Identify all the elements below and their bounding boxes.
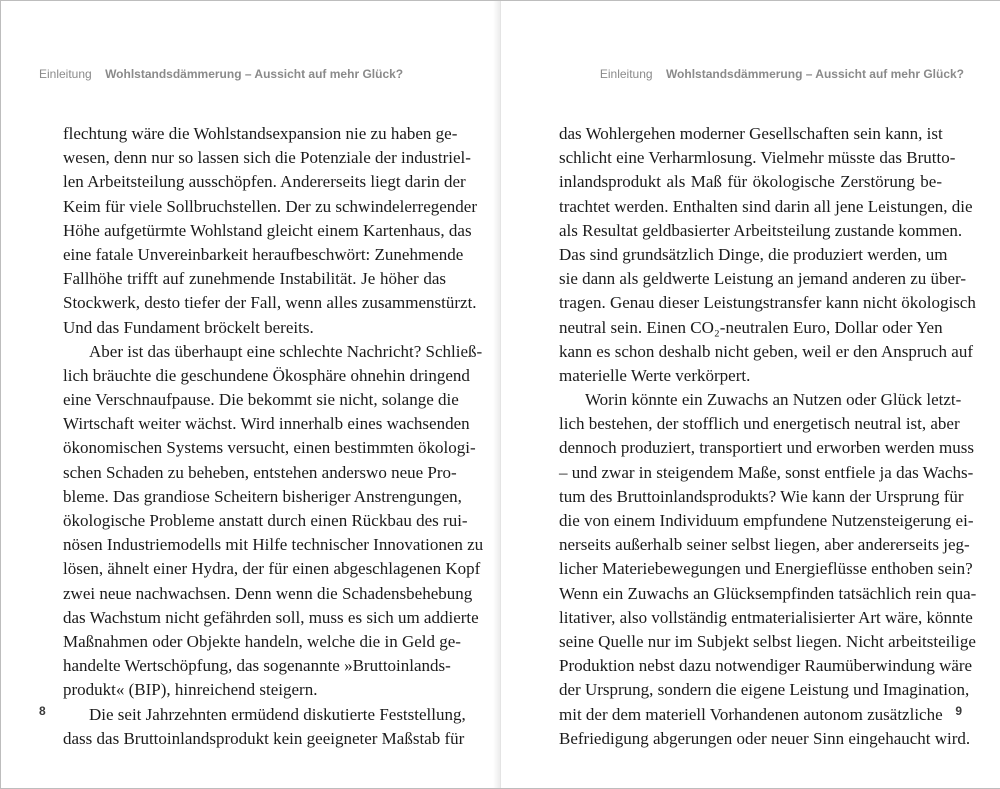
- text-line: ökologische Probleme anstatt durch einen Rückbau des rui-: [63, 511, 468, 530]
- header-section: Einleitung: [599, 67, 653, 81]
- text-line: lösen, ähnelt einer Hydra, der für einen abgeschlagenen Kopf: [63, 559, 481, 579]
- text-line: tum des Bruttoinlandsprodukts? Wie kann der Ursprung für: [559, 486, 964, 506]
- text-line: Fallhöhe trifft auf zunehmende Instabilität. Je höher das: [63, 269, 446, 289]
- running-header: [600, 67, 964, 81]
- text-line: produkt« (BIP), hinreichend steigern.: [63, 680, 318, 700]
- text-line: der Ursprung, sondern die eigene Leistung und Imagination,: [559, 680, 970, 700]
- text-line: Wirtschaft weiter wächst. Wird innerhalb eines wachsenden: [63, 414, 470, 434]
- text-line: Befriedigung abgerungen oder neuer Sinn eingehaucht wird.: [559, 728, 971, 748]
- text-line: Stockwerk, desto tiefer der Fall, wenn alles zusammenstürzt.: [63, 293, 477, 313]
- text-line: Die seit Jahrzehnten ermüdend diskutierte Feststellung,: [89, 704, 466, 724]
- text-line: seine Quelle nur im Subjekt selbst liegen. Nicht arbeitsteilige: [559, 631, 976, 651]
- text-line: handelte Wertschöpfung, das sogenannte »Bruttoinlands-: [63, 656, 451, 676]
- text-line: Maßnahmen oder Objekte handeln, welche die in Geld ge-: [63, 631, 461, 651]
- text-line: Produktion nebst dazu notwendiger Raumüberwindung wäre: [559, 656, 973, 676]
- text-line: mit der dem materiell Vorhandenen autonom zusätzliche: [559, 704, 943, 724]
- text-line: Aber ist das überhaupt eine schlechte Nachricht? Schließ-: [89, 341, 483, 361]
- text-line: Keim für viele Sollbruchstellen. Der zu schwindelerregender: [63, 196, 477, 216]
- text-line: das Wachstum nicht gefährden soll, muss es sich um addierte: [63, 607, 479, 627]
- text-line: Worin könnte ein Zuwachs an Nutzen oder Glück letzt-: [585, 390, 962, 410]
- text-line: licher Materiebewegungen und Energieflüsse enthoben sein?: [559, 559, 973, 579]
- right-page: [501, 1, 1000, 788]
- header-title: Wohlstandsdämmerung – Aussicht auf mehr Glück?: [665, 67, 964, 81]
- body-text: [63, 122, 484, 751]
- page-number: 9: [955, 704, 962, 718]
- text-line: eine fatale Unvereinbarkeit heraufbeschwört: Zunehmende: [63, 244, 464, 264]
- text-line: sie dann als geldwerte Leistung an jemand anderen zu über-: [559, 269, 967, 289]
- text-line: das Wohlergehen moderner Gesellschaften sein kann, ist: [559, 124, 943, 143]
- text-line: litativer, also vollständig entmaterialisierter Art wäre, könnte: [559, 607, 973, 627]
- text-line: lich bräuchte die geschundene Ökosphäre ohnehin dringend: [63, 365, 470, 385]
- text-line: als Resultat geldbasierter Arbeitsteilung zustande kommen.: [559, 220, 963, 240]
- text-line: dass das Bruttoinlandsprodukt kein geeigneter Maßstab für: [63, 728, 465, 748]
- header-title: Wohlstandsdämmerung – Aussicht auf mehr Glück?: [105, 67, 404, 81]
- text-line: Und das Fundament bröckelt bereits.: [63, 317, 314, 337]
- text-line: – und zwar in steigendem Maße, sonst entfiele ja das Wachs-: [559, 462, 974, 482]
- text-line: schen Schaden zu beheben, entstehen anderswo neue Pro-: [63, 462, 457, 482]
- text-line: bleme. Das grandiose Scheitern bisheriger Anstrengungen,: [63, 486, 462, 506]
- text-line: Höhe aufgetürmte Wohlstand gleicht einem Kartenhaus, das: [63, 220, 472, 240]
- text-line: len Arbeitsteilung ausschöpfen. Andererseits liegt darin der: [63, 172, 466, 192]
- text-line: inlandsprodukt als Maß für ökologische Zerstörung be-: [559, 172, 942, 192]
- running-header: [39, 67, 403, 81]
- text-line: materielle Werte verkörpert.: [559, 365, 751, 385]
- text-line: trachtet werden. Enthalten sind darin all jene Leistungen, die: [559, 196, 973, 216]
- text-line: kann es schon deshalb nicht geben, weil er den Anspruch auf: [559, 341, 974, 361]
- text-line: neutral sein. Einen CO₂-neutralen Euro, Dollar oder Yen: [559, 317, 943, 337]
- text-line: ökonomischen Systems versucht, einen bestimmten ökologi-: [63, 438, 476, 458]
- left-page: [1, 1, 500, 788]
- text-line: wesen, denn nur so lassen sich die Potenziale der industriel-: [63, 148, 471, 168]
- text-line: eine Verschnaufpause. Die bekommt sie nicht, solange die: [63, 390, 459, 410]
- text-line: tragen. Genau dieser Leistungstransfer kann nicht ökologisch: [559, 293, 976, 313]
- body-text: [559, 122, 977, 751]
- text-line: zwei neue nachwachsen. Denn wenn die Schadensbehebung: [63, 583, 473, 603]
- text-line: Das sind grundsätzlich Dinge, die produziert werden, um: [559, 244, 948, 264]
- text-line: Wenn ein Zuwachs an Glücksempfinden tatsächlich rein qua-: [559, 583, 977, 603]
- text-line: flechtung wäre die Wohlstandsexpansion nie zu haben ge-: [63, 124, 458, 143]
- text-line: nösen Industriemodells mit Hilfe technischer Innovationen zu: [63, 535, 484, 555]
- text-line: lich bestehen, der stofflich und energetisch neutral ist, aber: [559, 414, 960, 434]
- header-section: Einleitung: [39, 67, 92, 81]
- page-number: 8: [39, 704, 46, 718]
- text-line: nerseits außerhalb seiner selbst liegen, aber andererseits jeg-: [559, 535, 970, 555]
- text-line: die von einem Individuum empfundene Nutzensteigerung ei-: [559, 511, 974, 530]
- text-line: dennoch produziert, transportiert und erworben werden muss: [559, 438, 974, 458]
- text-line: schlicht eine Verharmlosung. Vielmehr müsste das Brutto-: [559, 148, 956, 168]
